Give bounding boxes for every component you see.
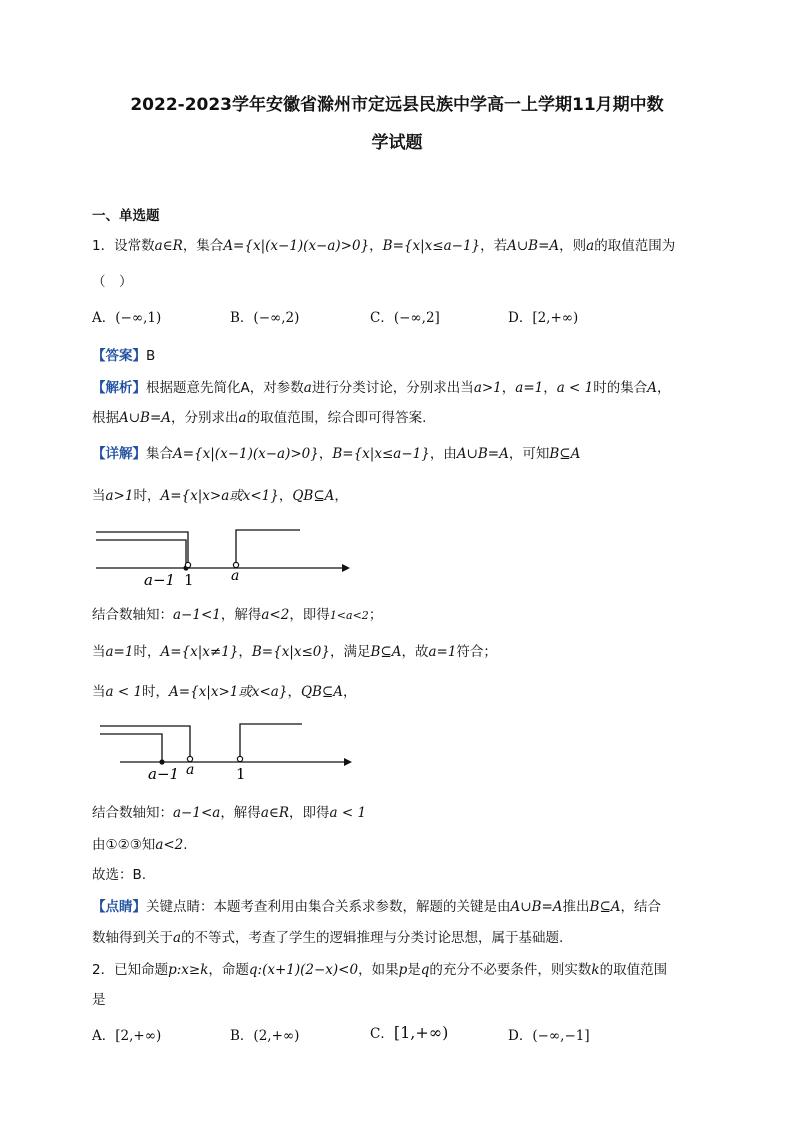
label-a: a	[186, 762, 195, 778]
point-1-open	[237, 756, 242, 761]
q1-choose: 故选：B.	[92, 867, 147, 883]
q1-answer: 【答案】B	[92, 348, 156, 364]
q2-stem-cont: 是	[92, 992, 106, 1008]
q1-case1: 当a>1时，A={x|x>a或x<1}，QB⊆A，	[92, 488, 348, 504]
page-title-line2: 学试题	[371, 133, 423, 153]
label-1: 1	[236, 765, 246, 783]
q1-option-b: B．(−∞,2)	[230, 310, 300, 326]
q1-paren: （ ）	[92, 274, 133, 290]
q2-option-b: B．(2,+∞)	[230, 1028, 300, 1044]
q1-detail: 【详解】集合A={x|(x−1)(x−a)>0}，B={x|x≤a−1}，由A∪B=A，可知B⊆A	[92, 446, 581, 462]
q1-stem: 1．设常数a∈R，集合A={x|(x−1)(x−a)>0}，B={x|x≤a−1}，若A∪B=A，则a的取值范围为	[92, 238, 676, 254]
point-a-open	[233, 562, 238, 567]
label-1: 1	[184, 571, 194, 589]
region-x-gt-a	[236, 530, 300, 562]
q1-case2: 当a=1时，A={x|x≠1}，B={x|x≤0}，满足B⊆A，故a=1符合；	[92, 644, 497, 660]
page-title-line1: 2022-2023学年安徽省滁州市定远县民族中学高一上学期11月期中数	[130, 95, 664, 115]
q1-summary: 由①②③知a<2.	[92, 837, 188, 853]
q2-stem: 2．已知命题p:x≥k，命题q:(x+1)(2−x)<0，如果p是q的充分不必要条件，则实数k的取值范围	[92, 962, 668, 978]
q1-combine2: 结合数轴知：a−1<a，解得a∈R，即得a < 1	[92, 805, 367, 821]
point-a-open	[187, 756, 192, 761]
q1-option-a: A．(−∞,1)	[92, 310, 162, 326]
label-a-minus-1: a−1	[148, 765, 180, 783]
q2-option-c: C．[1,+∞)	[370, 1023, 449, 1042]
label-a: a	[231, 568, 240, 584]
q1-analysis-line2: 根据A∪B=A，分别求出a的取值范围，综合即可得答案.	[92, 410, 427, 426]
q1-option-d: D．[2,+∞)	[508, 310, 579, 326]
q1-comment-line1: 【点睛】关键点睛：本题考查利用由集合关系求参数，解题的关键是由A∪B=A推出B⊆A，结合	[92, 899, 662, 915]
point-a-minus-1	[159, 759, 164, 764]
q1-combine1: 结合数轴知：a−1<1，解得a<2，即得1<a<2；	[92, 607, 383, 623]
region-x-lt-a	[100, 726, 190, 756]
region-b	[96, 540, 186, 568]
region-x-lt-1	[96, 532, 188, 562]
region-b	[100, 734, 162, 762]
q2-option-d: D．(−∞,−1]	[508, 1028, 590, 1044]
q1-case3: 当a < 1时，A={x|x>1或x<a}，QB⊆A，	[92, 684, 357, 700]
q1-analysis-line1: 【解析】根据题意先简化A，对参数a进行分类讨论，分别求出当a>1，a=1，a < 1时的集合A，	[92, 380, 671, 396]
point-1-open	[185, 562, 190, 567]
number-line-figure-2	[92, 716, 362, 784]
section-heading: 一、单选题	[92, 208, 160, 224]
axis-arrow	[342, 564, 350, 572]
label-a-minus-1: a−1	[144, 571, 176, 589]
q1-option-c: C．(−∞,2]	[370, 310, 440, 326]
q2-option-a: A．[2,+∞)	[92, 1028, 162, 1044]
axis-arrow	[344, 758, 352, 766]
region-x-gt-1	[240, 724, 302, 756]
number-line-figure-1	[92, 522, 362, 590]
q1-comment-line2: 数轴得到关于a的不等式，考查了学生的逻辑推理与分类讨论思想，属于基础题.	[92, 930, 564, 946]
